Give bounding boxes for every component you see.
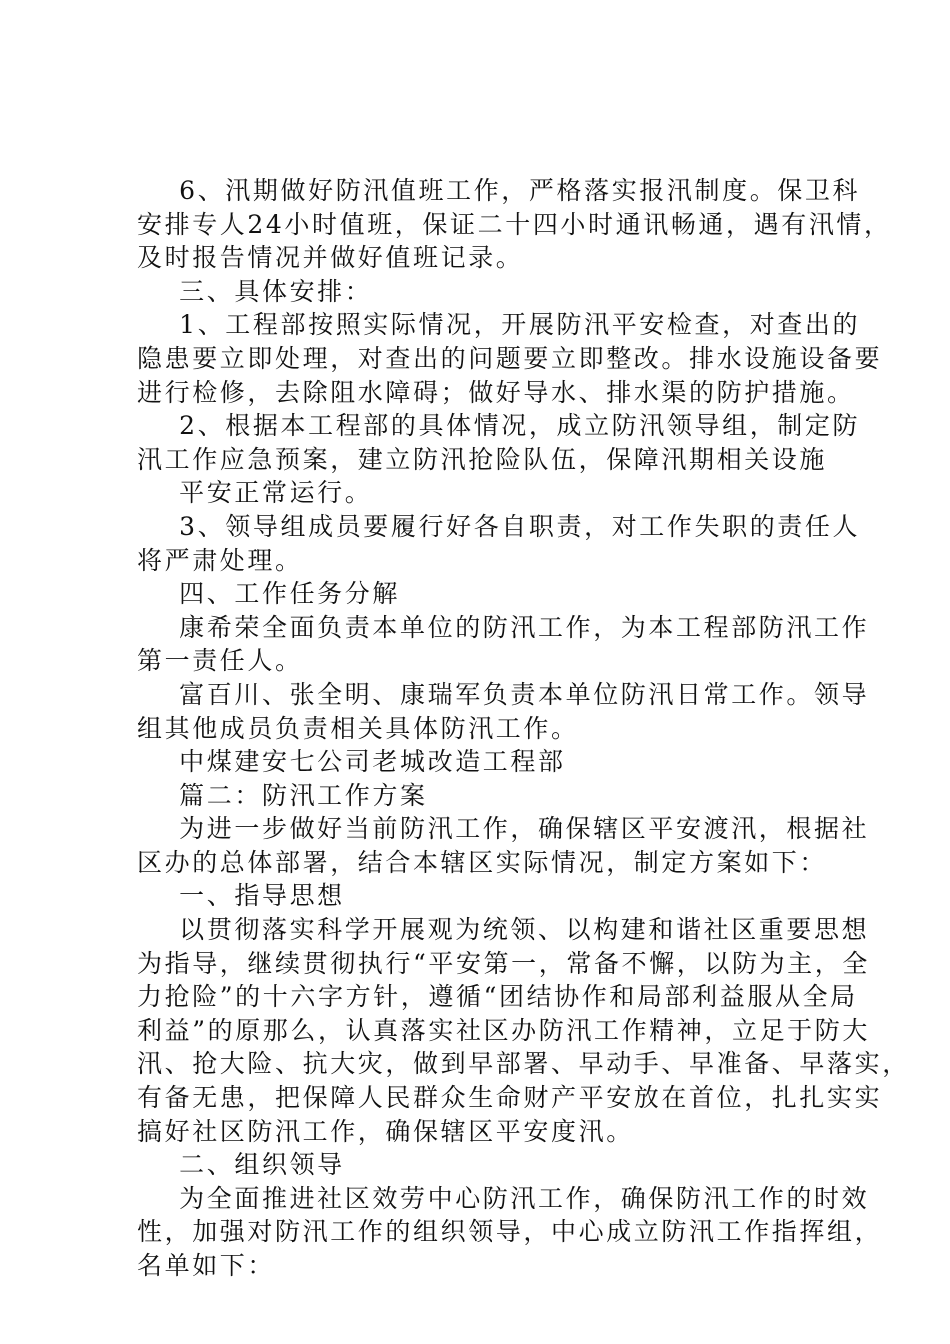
text-line: 安排专人24小时值班，保证二十四小时通讯畅通，遇有汛情， xyxy=(137,209,892,239)
text-line: 力抢险”的十六字方针，遵循“团结协作和局部利益服从全局 xyxy=(137,982,858,1012)
text-line: 名单如下： xyxy=(137,1251,276,1280)
text-line: 搞好社区防汛工作，确保辖区平安度汛。 xyxy=(137,1116,634,1146)
text-line: 汛、抢大险、抗大灾，做到早部署、早动手、早准备、早落实， xyxy=(137,1049,910,1079)
text-line: 为指导，继续贯彻执行“平安第一，常备不懈，以防为主，全 xyxy=(137,948,870,978)
document-body xyxy=(137,174,910,1283)
text-line: 进行检修，去除阻水障碍；做好导水、排水渠的防护措施。 xyxy=(137,377,855,407)
text-line: 组其他成员负责相关具体防汛工作。 xyxy=(137,713,579,743)
part-title: 篇二：防汛工作方案 xyxy=(137,780,428,810)
text-line: 富百川、张全明、康瑞军负责本单位防汛日常工作。领导 xyxy=(137,679,870,709)
text-line: 区办的总体部署，结合本辖区实际情况，制定方案如下： xyxy=(137,847,828,877)
text-line: 6、汛期做好防汛值班工作，严格落实报汛制度。保卫科 xyxy=(137,176,861,205)
text-line: 第一责任人。 xyxy=(137,646,303,676)
text-line: 为进一步做好当前防汛工作，确保辖区平安渡汛，根据社 xyxy=(137,814,870,844)
text-line: 及时报告情况并做好值班记录。 xyxy=(137,243,524,273)
text-line: 利益”的原那么，认真落实社区办防汛工作精神，立足于防大 xyxy=(137,1015,870,1045)
text-line: 汛工作应急预案，建立防汛抢险队伍，保障汛期相关设施 xyxy=(137,444,828,474)
text-line: 2、根据本工程部的具体情况，成立防汛领导组，制定防 xyxy=(137,411,861,441)
text-line: 有备无患，把保障人民群众生命财产平安放在首位，扎扎实实 xyxy=(137,1083,883,1113)
text-line: 以贯彻落实科学开展观为统领、以构建和谐社区重要思想 xyxy=(137,915,870,945)
section-heading: 四、工作任务分解 xyxy=(137,579,400,609)
text-line: 3、领导组成员要履行好各自职责，对工作失职的责任人 xyxy=(137,511,861,541)
text-line: 隐患要立即处理，对查出的问题要立即整改。排水设施设备要 xyxy=(137,343,883,373)
section-heading: 二、组织领导 xyxy=(137,1150,345,1180)
organization-signature: 中煤建安七公司老城改造工程部 xyxy=(137,747,566,777)
text-line: 康希荣全面负责本单位的防汛工作，为本工程部防汛工作 xyxy=(137,612,870,642)
text-line: 1、工程部按照实际情况，开展防汛平安检查，对查出的 xyxy=(137,310,861,340)
section-heading: 一、指导思想 xyxy=(137,881,345,911)
text-line: 将严肃处理。 xyxy=(137,545,303,575)
text-line: 性，加强对防汛工作的组织领导，中心成立防汛工作指挥组， xyxy=(137,1217,883,1247)
text-line: 平安正常运行。 xyxy=(137,478,373,508)
section-heading: 三、具体安排： xyxy=(137,276,373,306)
text-line: 为全面推进社区效劳中心防汛工作，确保防汛工作的时效 xyxy=(137,1183,870,1213)
